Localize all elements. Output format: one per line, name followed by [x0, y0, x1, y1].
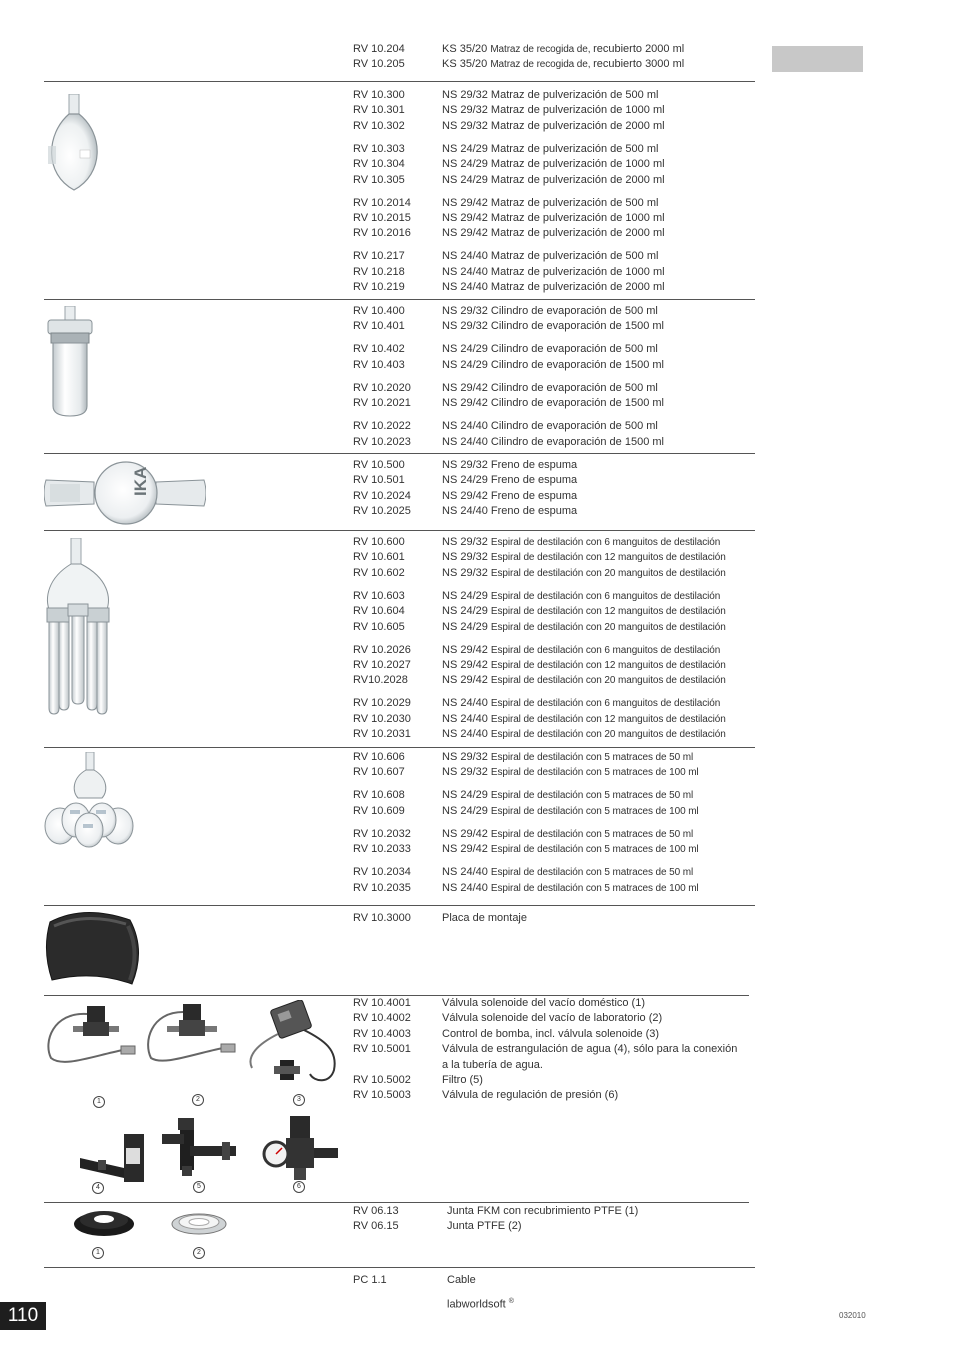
product-code: RV 10.302	[353, 119, 405, 132]
description-column	[442, 88, 665, 295]
product-code: RV 10.602	[353, 566, 405, 579]
product-code: PC 1.1	[353, 1274, 387, 1286]
product-code: RV 10.2032	[353, 827, 411, 840]
product-code: RV 10.2029	[353, 697, 411, 710]
code-column	[353, 996, 411, 1104]
product-description: NS 24/40 Matraz de pulverización de 2000 ml	[442, 281, 665, 294]
description-column	[442, 458, 577, 520]
row-divider	[44, 905, 755, 906]
water-throttle-valve-image	[78, 1132, 146, 1184]
row-divider	[44, 1267, 755, 1268]
code-column	[353, 88, 411, 295]
product-description: NS 24/40 Espiral de destilación con 5 matraces de 100 ml	[442, 881, 699, 894]
foam-brake-image	[44, 460, 206, 526]
product-code: RV 10.609	[353, 804, 405, 817]
product-description: NS 29/32 Espiral de destilación con 6 manguitos de destilación	[442, 536, 721, 548]
product-code: RV 10.2027	[353, 658, 411, 671]
product-description: NS 24/40 Cilindro de evaporación de 1500 ml	[442, 435, 664, 448]
code-column	[353, 42, 405, 73]
product-description: NS 29/32 Freno de espuma	[442, 459, 578, 471]
product-code: RV 10.2033	[353, 843, 411, 856]
product-code: RV 10.2022	[353, 420, 411, 433]
mounting-plate-image	[44, 910, 146, 988]
product-description: NS 24/29 Espiral de destilación con 12 manguitos de destilación	[442, 605, 726, 618]
product-description: NS 29/42 Cilindro de evaporación de 500 ml	[442, 381, 658, 394]
product-description: NS 29/32 Matraz de pulverización de 500 ml	[442, 89, 659, 101]
row-divider	[44, 81, 755, 82]
code-column	[353, 535, 411, 742]
product-description: NS 24/40 Espiral de destilación con 6 manguitos de destilación	[442, 697, 721, 710]
image-number-marker: 3	[293, 1094, 305, 1106]
product-description: Junta PTFE (2)	[447, 1220, 522, 1233]
product-description: NS 29/32 Cilindro de evaporación de 1500 ml	[442, 320, 664, 333]
product-code: RV 10.400	[353, 305, 405, 317]
product-code: RV 10.607	[353, 766, 405, 779]
product-description: NS 29/32 Espiral de destilación con 12 manguitos de destilación	[442, 551, 726, 564]
product-description: NS 29/42 Espiral de destilación con 6 manguitos de destilación	[442, 643, 721, 656]
product-description: NS 29/42 Matraz de pulverización de 1000 ml	[442, 211, 665, 224]
product-description: KS 35/20 Matraz de recogida de, recubierto 2000 ml	[442, 43, 685, 55]
ika-logo-text: IKA	[131, 466, 150, 496]
product-code: RV 10.500	[353, 459, 405, 471]
product-code: RV 10.5003	[353, 1089, 411, 1102]
description-column	[447, 1204, 638, 1235]
product-description: NS 24/40 Freno de espuma	[442, 505, 578, 518]
product-code: RV 10.2020	[353, 381, 411, 394]
product-description: Control de bomba, incl. válvula solenoide (3)	[442, 1027, 660, 1040]
product-code: RV 10.219	[353, 281, 405, 294]
solenoid-valve-lab-image	[143, 1002, 238, 1068]
product-code: RV 10.301	[353, 104, 405, 117]
filter-image	[160, 1116, 240, 1178]
row-divider	[44, 453, 755, 454]
fkm-seal-image	[72, 1206, 136, 1238]
product-code: RV 10.3000	[353, 912, 411, 924]
product-code: RV 10.2023	[353, 435, 411, 448]
description-column	[442, 750, 699, 896]
product-description: NS 29/42 Freno de espuma	[442, 489, 578, 502]
product-code: RV 10.2035	[353, 881, 411, 894]
code-column	[353, 1204, 399, 1235]
product-code: RV 10.605	[353, 620, 405, 633]
image-number-marker: 1	[92, 1247, 104, 1259]
product-code: RV 06.15	[353, 1220, 399, 1233]
product-description: NS 24/40 Matraz de pulverización de 500 ml	[442, 250, 659, 263]
product-description: NS 24/29 Matraz de pulverización de 1000 ml	[442, 158, 665, 171]
product-description: NS 24/40 Matraz de pulverización de 1000 ml	[442, 265, 665, 278]
software-name: labworldsoft ®	[447, 1298, 514, 1311]
pressure-regulator-image	[256, 1114, 340, 1182]
product-description: NS 29/32 Matraz de pulverización de 2000 ml	[442, 119, 665, 132]
product-description: NS 24/29 Espiral de destilación con 5 matraces de 50 ml	[442, 789, 694, 802]
image-number-marker: 5	[193, 1181, 205, 1193]
product-description: NS 24/40 Espiral de destilación con 5 matraces de 50 ml	[442, 866, 694, 879]
product-description: NS 29/42 Matraz de pulverización de 2000 ml	[442, 227, 665, 240]
product-code: RV 10.2015	[353, 211, 411, 224]
product-code: RV 10.304	[353, 158, 405, 171]
product-description: Filtro (5)	[442, 1073, 483, 1086]
product-code: RV 10.4002	[353, 1012, 411, 1025]
product-description: NS 29/32 Espiral de destilación con 20 manguitos de destilación	[442, 566, 726, 579]
product-description: NS 29/42 Espiral de destilación con 5 matraces de 100 ml	[442, 843, 699, 856]
product-description: NS 29/42 Cilindro de evaporación de 1500 ml	[442, 397, 664, 410]
image-number-marker: 1	[93, 1096, 105, 1108]
product-description: NS 29/42 Espiral de destilación con 5 matraces de 50 ml	[442, 827, 694, 840]
image-number-marker: 2	[193, 1247, 205, 1259]
code-column	[353, 458, 411, 520]
image-number-marker: 4	[92, 1182, 104, 1194]
product-code: RV 10.402	[353, 343, 405, 356]
product-code: RV 10.2016	[353, 227, 411, 240]
product-description: NS 24/29 Cilindro de evaporación de 1500 ml	[442, 358, 664, 371]
product-description: Válvula de regulación de presión (6)	[442, 1089, 619, 1102]
product-code: RV 10.2024	[353, 489, 411, 502]
evaporation-cylinder-image	[44, 306, 96, 418]
product-description: NS 24/40 Espiral de destilación con 20 manguitos de destilación	[442, 728, 726, 741]
page-number: 110	[0, 1302, 46, 1330]
product-description: NS 24/40 Espiral de destilación con 12 manguitos de destilación	[442, 712, 726, 725]
product-code: RV 10.305	[353, 173, 405, 186]
document-code: 032010	[839, 1311, 866, 1320]
product-code: RV 10.204	[353, 43, 405, 55]
product-description: Válvula solenoide del vacío de laboratorio (2)	[442, 1012, 663, 1025]
product-code: RV 10.217	[353, 250, 405, 263]
product-description: Placa de montaje	[442, 912, 527, 924]
product-description: Junta FKM con recubrimiento PTFE (1)	[447, 1205, 639, 1217]
product-code: RV 10.205	[353, 58, 405, 71]
product-code: RV 10.501	[353, 474, 405, 487]
solenoid-valve-image	[43, 1002, 138, 1068]
product-code: RV 10.5001	[353, 1043, 411, 1056]
description-column	[442, 996, 737, 1104]
description-column	[442, 911, 527, 926]
distillation-spider-image	[44, 538, 112, 716]
product-code: RV 10.2030	[353, 712, 411, 725]
product-code: RV 10.2026	[353, 643, 411, 656]
product-code: RV 10.606	[353, 751, 405, 763]
product-description: NS 24/29 Espiral de destilación con 5 matraces de 100 ml	[442, 804, 699, 817]
product-description: NS 24/29 Cilindro de evaporación de 500 ml	[442, 343, 658, 356]
product-code: RV 10.608	[353, 789, 405, 802]
product-code: RV 06.13	[353, 1205, 399, 1217]
product-description: NS 24/40 Cilindro de evaporación de 500 ml	[442, 420, 658, 433]
row-divider	[44, 530, 755, 531]
row-divider	[44, 747, 755, 748]
distillation-spider-flasks-image	[44, 752, 134, 848]
product-code: RV 10.2025	[353, 505, 411, 518]
product-code: RV 10.4001	[353, 997, 411, 1009]
image-number-marker: 6	[293, 1181, 305, 1193]
product-code: RV10.2028	[353, 674, 408, 687]
product-code: RV 10.403	[353, 358, 405, 371]
product-description: NS 29/32 Espiral de destilación con 5 matraces de 100 ml	[442, 766, 699, 779]
product-description: NS 24/29 Matraz de pulverización de 500 ml	[442, 142, 659, 155]
powder-flask-image	[44, 94, 106, 192]
product-description: NS 29/32 Espiral de destilación con 5 matraces de 50 ml	[442, 751, 694, 763]
product-description: NS 29/42 Espiral de destilación con 12 manguitos de destilación	[442, 658, 726, 671]
product-description: Válvula solenoide del vacío doméstico (1)	[442, 997, 646, 1009]
product-description: NS 29/32 Matraz de pulverización de 1000 ml	[442, 104, 665, 117]
description-column	[442, 304, 664, 450]
image-number-marker: 2	[192, 1094, 204, 1106]
product-code: RV 10.5002	[353, 1073, 411, 1086]
description-column	[442, 535, 726, 742]
product-code: RV 10.401	[353, 320, 405, 333]
product-code: RV 10.300	[353, 89, 405, 101]
code-column	[353, 911, 411, 926]
product-code: RV 10.601	[353, 551, 405, 564]
pump-control-image	[244, 1000, 344, 1088]
code-column	[353, 750, 411, 896]
product-code: RV 10.218	[353, 265, 405, 278]
product-description: NS 24/29 Espiral de destilación con 6 manguitos de destilación	[442, 589, 721, 602]
product-code: RV 10.2021	[353, 397, 411, 410]
product-code: RV 10.603	[353, 589, 405, 602]
product-code	[353, 1058, 411, 1073]
product-code: RV 10.303	[353, 142, 405, 155]
product-description: NS 24/29 Espiral de destilación con 20 manguitos de destilación	[442, 620, 726, 633]
section-tab	[772, 46, 863, 72]
description-column	[442, 42, 684, 73]
ptfe-seal-image	[170, 1210, 228, 1236]
product-description: KS 35/20 Matraz de recogida de, recubierto 3000 ml	[442, 58, 685, 71]
row-divider	[44, 299, 755, 300]
product-description: NS 29/32 Cilindro de evaporación de 500 ml	[442, 305, 658, 317]
product-description: NS 24/29 Freno de espuma	[442, 474, 578, 487]
product-code: RV 10.2014	[353, 196, 411, 209]
code-column	[353, 304, 411, 450]
row-divider	[44, 1202, 749, 1203]
product-description: Válvula de estrangulación de agua (4), sólo para la conexión	[442, 1043, 738, 1056]
product-code: RV 10.600	[353, 536, 405, 548]
product-code: RV 10.2031	[353, 728, 411, 741]
product-description: NS 24/29 Matraz de pulverización de 2000 ml	[442, 173, 665, 186]
product-code: RV 10.604	[353, 605, 405, 618]
product-code: RV 10.2034	[353, 866, 411, 879]
product-description: NS 29/42 Matraz de pulverización de 500 ml	[442, 196, 659, 209]
product-description: a la tubería de agua.	[442, 1058, 543, 1071]
product-description: Cable	[447, 1274, 476, 1286]
product-description: NS 29/42 Espiral de destilación con 20 manguitos de destilación	[442, 674, 726, 687]
product-code: RV 10.4003	[353, 1027, 411, 1040]
